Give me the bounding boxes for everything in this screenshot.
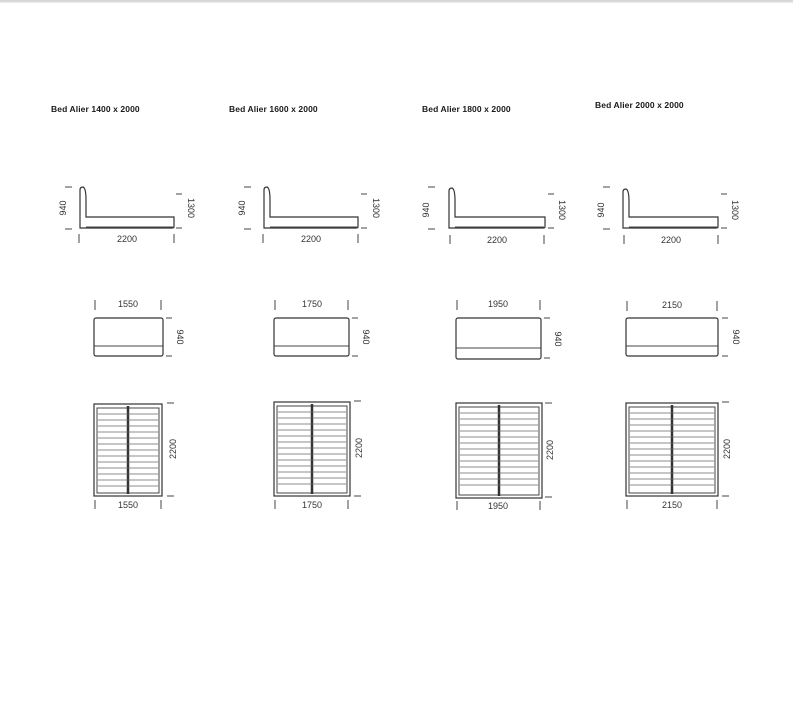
bed-1800-headboard-height-label: 1300 bbox=[557, 199, 567, 221]
bed-1400-side-height-label: 940 bbox=[58, 200, 68, 216]
bed-1600-headboard-height-label: 1300 bbox=[371, 197, 381, 219]
bed-1400-front-width-label: 1550 bbox=[117, 299, 139, 309]
bed-2000-side-height-label: 940 bbox=[596, 202, 606, 218]
bed-1800-front-height-label: 940 bbox=[553, 331, 563, 347]
bed-1400-top-length-label: 2200 bbox=[168, 438, 178, 460]
bed-title-1800: Bed Alier 1800 x 2000 bbox=[422, 104, 511, 114]
bed-1800-side-length-label: 2200 bbox=[486, 235, 508, 245]
bed-2000-top-width-label: 2150 bbox=[661, 500, 683, 510]
bed-1800-top-width-label: 1950 bbox=[487, 501, 509, 511]
bed-2000-headboard-height-label: 1300 bbox=[730, 199, 740, 221]
bed-1600-front-width-label: 1750 bbox=[301, 299, 323, 309]
bed-1800-front-view bbox=[456, 299, 563, 359]
bed-1400-side-length-label: 2200 bbox=[116, 234, 138, 244]
bed-1600-top-length-label: 2200 bbox=[354, 437, 364, 459]
bed-title-2000: Bed Alier 2000 x 2000 bbox=[595, 100, 684, 110]
bed-1400-top-view bbox=[94, 403, 178, 510]
bed-1400-front-height-label: 940 bbox=[175, 329, 185, 345]
bed-title-1400: Bed Alier 1400 x 2000 bbox=[51, 104, 140, 114]
bed-1600-top-view bbox=[274, 401, 364, 510]
bed-1800-front-width-label: 1950 bbox=[487, 299, 509, 309]
bed-1600-side-height-label: 940 bbox=[237, 200, 247, 216]
bed-1600-front-height-label: 940 bbox=[361, 329, 371, 345]
bed-1600-front-view bbox=[274, 299, 371, 356]
bed-1600-side-length-label: 2200 bbox=[300, 234, 322, 244]
bed-2000-top-view bbox=[626, 402, 732, 510]
bed-1600-top-width-label: 1750 bbox=[301, 500, 323, 510]
bed-2000-front-height-label: 940 bbox=[731, 329, 741, 345]
bed-2000-front-width-label: 2150 bbox=[661, 300, 683, 310]
bed-1400-front-view bbox=[94, 299, 185, 356]
bed-1400-group bbox=[58, 187, 196, 510]
bed-1800-side-height-label: 940 bbox=[421, 202, 431, 218]
bed-1600-side-view bbox=[237, 187, 381, 244]
bed-1800-top-length-label: 2200 bbox=[545, 439, 555, 461]
bed-2000-side-view bbox=[596, 187, 740, 245]
bed-2000-group bbox=[596, 187, 741, 510]
bed-2000-side-length-label: 2200 bbox=[660, 235, 682, 245]
bed-2000-front-view bbox=[626, 300, 741, 356]
bed-1800-side-view bbox=[421, 187, 567, 245]
bed-1400-headboard-height-label: 1300 bbox=[186, 197, 196, 219]
bed-title-1600: Bed Alier 1600 x 2000 bbox=[229, 104, 318, 114]
bed-1800-group bbox=[421, 187, 567, 511]
bed-1800-top-view bbox=[456, 403, 555, 511]
bed-2000-top-length-label: 2200 bbox=[722, 438, 732, 460]
bed-1400-top-width-label: 1550 bbox=[117, 500, 139, 510]
bed-1400-side-view bbox=[58, 187, 196, 244]
bed-1600-group bbox=[237, 187, 381, 510]
